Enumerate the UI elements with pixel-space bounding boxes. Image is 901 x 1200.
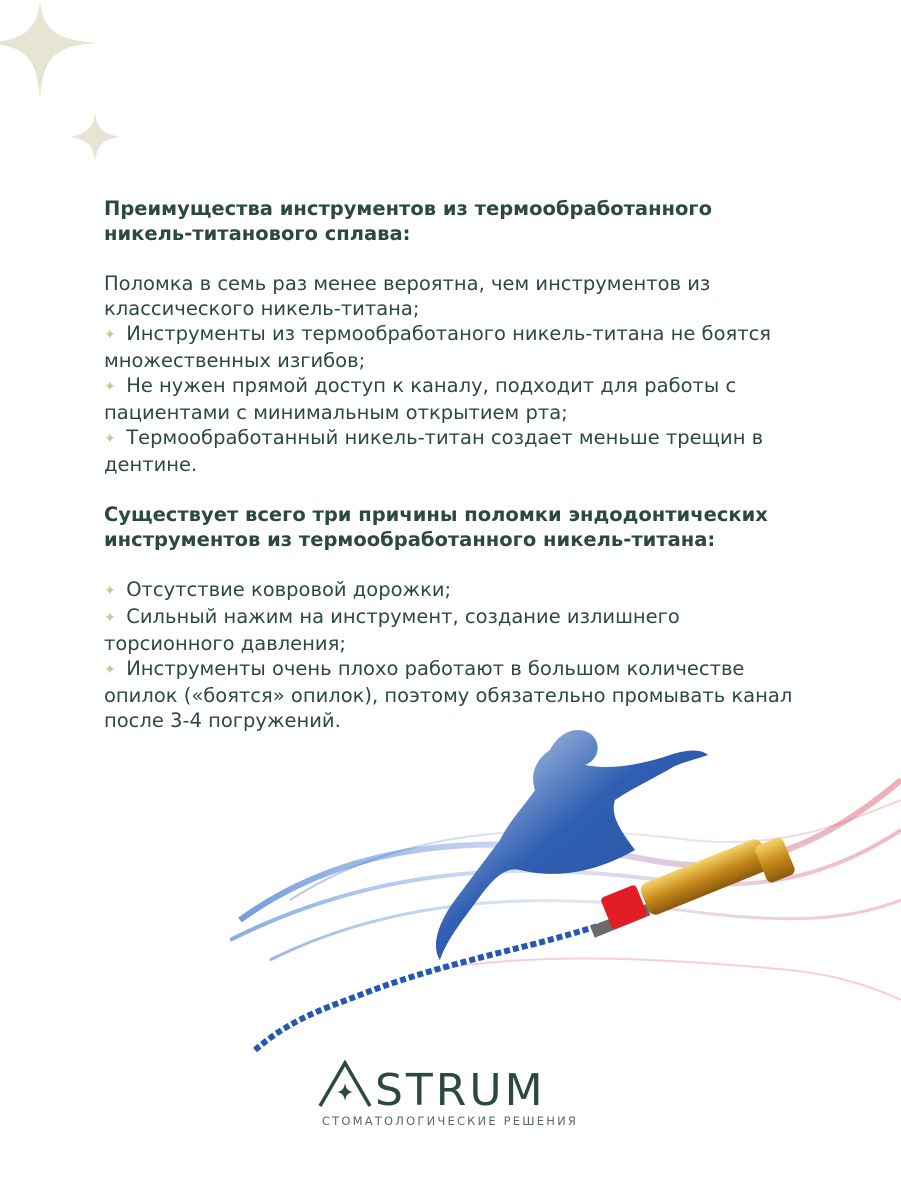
- sparkle-icon: ✦: [104, 662, 116, 678]
- advantage-item: ✦ Не нужен прямой доступ к каналу, подходит для работы с пациентами с минимальным открытием рта;: [104, 374, 737, 424]
- logo-letters: STRUM: [375, 1065, 546, 1108]
- cause-item: ✦ Инструменты очень плохо работают в большом количестве опилок («боятся» опилок), поэтому обязательно промывать канал после 3-4 погружений.: [104, 657, 793, 732]
- dancer-instrument-illustration: [230, 720, 901, 1070]
- brand-logo: [300, 1058, 600, 1128]
- sparkle-large-icon: [0, 0, 98, 100]
- sparkle-icon: [337, 1083, 353, 1101]
- cause-item: ✦ Отсутствие ковровой дорожки;: [104, 577, 804, 604]
- sparkle-icon: ✦: [104, 431, 116, 447]
- sparkle-icon: ✦: [104, 583, 116, 599]
- sparkle-small-icon: [70, 112, 120, 162]
- cause-item: ✦ Сильный нажим на инструмент, создание излишнего торсионного давления;: [104, 605, 680, 655]
- intro-text: Поломка в семь раз менее вероятна, чем инструментов из классического никель-титана;: [104, 272, 711, 320]
- sparkle-icon: ✦: [104, 327, 116, 343]
- logo-tagline: СТОМАТОЛОГИЧЕСКИЕ РЕШЕНИЯ: [321, 1114, 579, 1128]
- sparkle-icon: ✦: [104, 379, 116, 395]
- corner-sparkles: [0, 0, 130, 170]
- advantages-heading: Преимущества инструментов из термообработанного никель-титанового сплава:: [104, 197, 713, 245]
- advantage-item: ✦ Инструменты из термообработаного никель-титана не боятся множественных изгибов;: [104, 322, 772, 372]
- main-text: [104, 196, 804, 733]
- causes-heading: Существует всего три причины поломки эндодонтических инструментов из термообработанного никель-титана:: [104, 503, 768, 551]
- advantage-item: ✦ Термообработанный никель-титан создает меньше трещин в дентине.: [104, 426, 764, 476]
- astrum-logo: [315, 1058, 585, 1108]
- sparkle-icon: ✦: [104, 610, 116, 626]
